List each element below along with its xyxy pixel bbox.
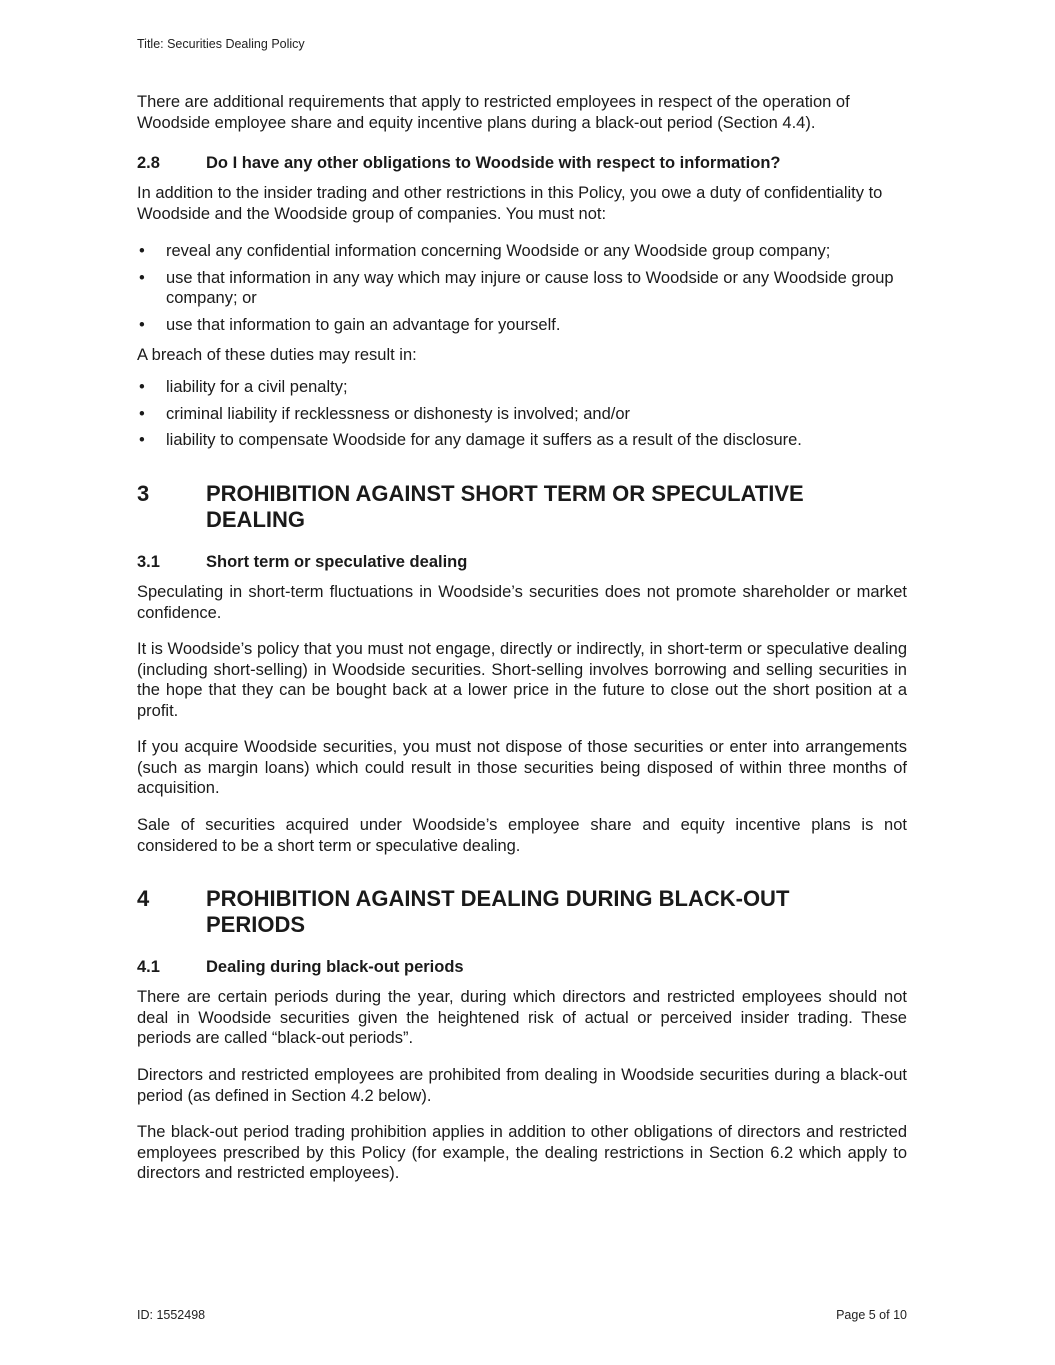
duty-bullet-list [137, 241, 907, 335]
section-4-paragraph: Directors and restricted employees are prohibited from dealing in Woodside securities during a black-out period (as defined in Section 4.2 below). [137, 1066, 907, 1105]
document-header-title: Title: Securities Dealing Policy [137, 37, 305, 51]
section-number: 3.1 [137, 553, 160, 571]
section-4-paragraph: There are certain periods during the year, during which directors and restricted employees should not deal in Woodside securities given the heightened risk of actual or perceived insider trading. These periods are called “black-out periods”. [137, 988, 907, 1048]
section-number: 3 [137, 481, 150, 506]
bullet-icon: • [139, 404, 145, 423]
section-title: PROHIBITION AGAINST SHORT TERM OR SPECULATIVE DEALING [206, 481, 804, 532]
breach-paragraph: A breach of these duties may result in: [137, 346, 417, 364]
intro-paragraph: There are additional requirements that apply to restricted employees in respect of the operation of Woodside employee share and equity incentive plans during a black-out period (Section 4.4). [137, 93, 850, 132]
bullet-icon: • [139, 268, 145, 287]
document-id: ID: 1552498 [137, 1308, 206, 1322]
section-title: PROHIBITION AGAINST DEALING DURING BLACK-OUT PERIODS [206, 886, 790, 937]
bullet-icon: • [139, 378, 145, 396]
list-item: • reveal any confidential information concerning Woodside or any Woodside group company; [139, 242, 831, 260]
section-title: Do I have any other obligations to Woodside with respect to information? [206, 154, 781, 172]
section-3-paragraph: Sale of securities acquired under Woodside’s employee share and equity incentive plans is not considered to be a short term or speculative dealing. [137, 816, 907, 855]
list-item: • liability for a civil penalty; [139, 378, 348, 396]
list-item: • use that information to gain an advantage for yourself. [139, 315, 561, 334]
list-item: • criminal liability if recklessness or dishonesty is involved; and/or [139, 404, 631, 423]
section-number: 4.1 [137, 958, 160, 976]
section-3-paragraph: Speculating in short-term fluctuations in Woodside’s securities does not promote shareholder or market confidence. [137, 583, 907, 622]
bullet-icon: • [139, 242, 145, 260]
section-3-paragraph: If you acquire Woodside securities, you must not dispose of those securities or enter into arrangements (such as margin loans) which could result in those securities being disposed of within three months of acquisition. [137, 738, 907, 798]
section-number: 4 [137, 886, 150, 911]
list-item: • liability to compensate Woodside for any damage it suffers as a result of the disclosure. [139, 431, 802, 450]
section-number: 2.8 [137, 154, 160, 172]
bullet-icon: • [139, 431, 145, 450]
page-number: Page 5 of 10 [836, 1308, 907, 1322]
section-3-paragraph: It is Woodside’s policy that you must not engage, directly or indirectly, in short-term or speculative dealing (including short-selling) in Woodside securities. Short-selling involves borrowing and selling securities in the hope that they can be bought back at a lower price in the future to close out the short position at a profit. [137, 640, 907, 720]
breach-bullet-list [137, 377, 907, 451]
section-title: Short term or speculative dealing [206, 553, 468, 571]
section-2-8-paragraph: In addition to the insider trading and other restrictions in this Policy, you owe a duty of confidentiality to Woodside and the Woodside group of companies. You must not: [137, 184, 883, 223]
section-title: Dealing during black-out periods [206, 958, 464, 976]
bullet-icon: • [139, 315, 145, 334]
section-4-paragraph: The black-out period trading prohibition applies in addition to other obligations of directors and restricted employees prescribed by this Policy (for example, the dealing restrictions in Section 6.2 which apply to directors and restricted employees). [137, 1123, 907, 1183]
list-item: • use that information in any way which may injure or cause loss to Woodside or any Woodside group company; or [139, 268, 894, 308]
